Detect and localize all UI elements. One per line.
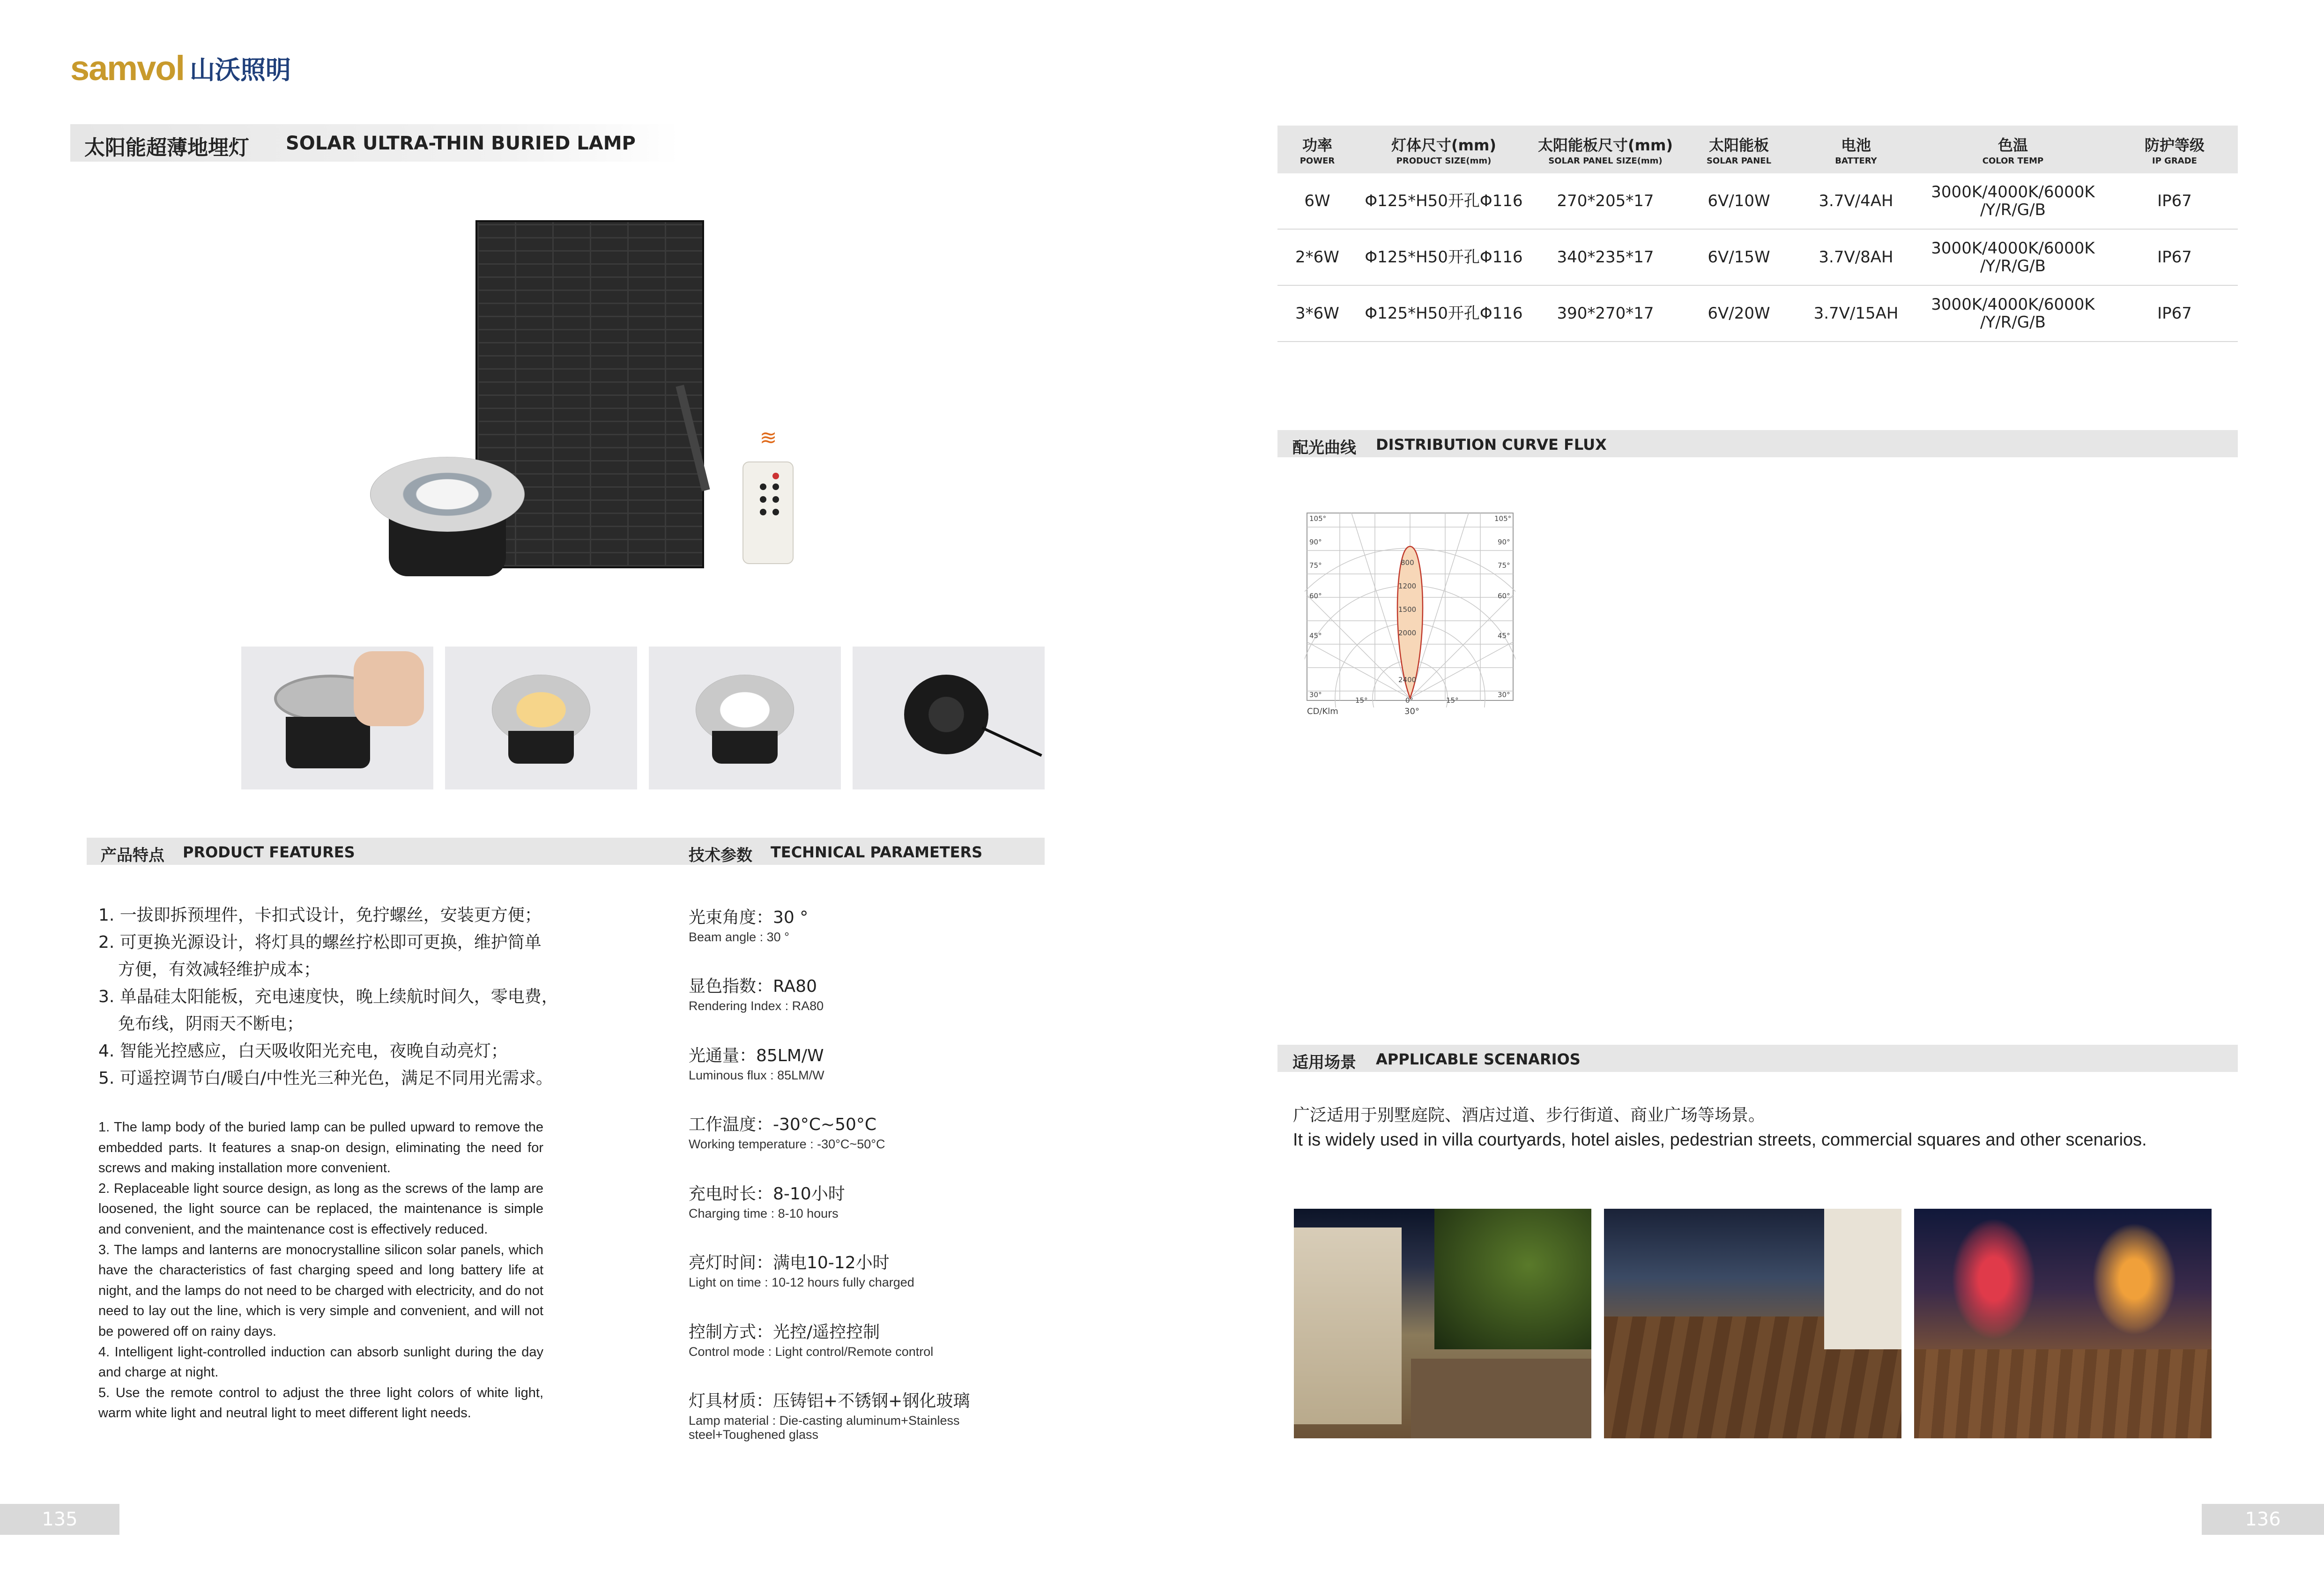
product-title-cn: 太阳能超薄地埋灯 bbox=[84, 136, 249, 160]
param-lamp-material: 灯具材质：压铸铝+不锈钢+钢化玻璃 Lamp material : Die-casting aluminum+Stainless steel+Toughened glass bbox=[689, 1391, 970, 1442]
angle-left-60: 60° bbox=[1309, 592, 1322, 600]
angle-left-45: 45° bbox=[1309, 632, 1322, 640]
angle-left-30: 30° bbox=[1309, 691, 1322, 699]
spec-header-row bbox=[1277, 126, 2238, 173]
page-number-right: 136 bbox=[2202, 1504, 2324, 1535]
feature-cn-3: 3. 单晶硅太阳能板，充电速度快，晚上续航时间久，零电费， bbox=[98, 987, 558, 1006]
curve-title-en: DISTRIBUTION CURVE FLUX bbox=[1376, 436, 1607, 454]
features-section-bar bbox=[87, 838, 686, 865]
angle-bottom-15-left: 15° bbox=[1355, 696, 1368, 705]
spec-header-product-size: 灯体尺寸(mm) PRODUCT SIZE(mm) bbox=[1357, 126, 1530, 173]
spec-header-ip-grade: 防护等级 IP GRADE bbox=[2111, 126, 2238, 173]
params-title-en: TECHNICAL PARAMETERS bbox=[771, 843, 983, 861]
angle-left-75: 75° bbox=[1309, 561, 1322, 570]
angle-right-60: 60° bbox=[1498, 592, 1510, 600]
table-row: 2*6W Φ125*H50开孔Φ116 340*235*17 6V/15W 3.7V/8AH 3000K/4000K/6000K /Y/R/G/B IP67 bbox=[1277, 229, 2238, 285]
remote-control-image bbox=[742, 461, 794, 564]
angle-bottom-0: 0° bbox=[1405, 696, 1414, 705]
brand-cn: 山沃照明 bbox=[190, 55, 291, 85]
product-title-bar bbox=[70, 124, 679, 162]
curve-unit-label: CD/Klm bbox=[1307, 707, 1338, 716]
scenarios-section-bar bbox=[1277, 1045, 2238, 1072]
curve-title-cn: 配光曲线 bbox=[1292, 439, 1356, 457]
param-rendering-index: 显色指数：RA80 Rendering Index : RA80 bbox=[689, 977, 824, 1013]
angle-right-90: 90° bbox=[1498, 538, 1510, 546]
scenarios-text-en: It is widely used in villa courtyards, hotel aisles, pedestrian streets, commercial squares and other scenarios. bbox=[1293, 1130, 2147, 1150]
spec-header-solar-panel: 太阳能板 SOLAR PANEL bbox=[1680, 126, 1797, 173]
angle-right-30: 30° bbox=[1498, 691, 1510, 699]
spec-header-power: 功率 POWER bbox=[1277, 126, 1357, 173]
features-list-cn bbox=[98, 902, 567, 1092]
lamp-ring-image bbox=[370, 457, 525, 532]
feature-cn-2: 2. 可更换光源设计，将灯具的螺丝拧松即可更换，维护简单 bbox=[98, 933, 542, 952]
feature-cn-3b: 免布线，阴雨天不断电； bbox=[118, 1014, 304, 1034]
intensity-800: 800 bbox=[1401, 558, 1414, 567]
feature-en-1: 1. The lamp body of the buried lamp can be pulled upward to remove the embedded parts. It features a snap-on design, eliminating the need for screws and making installation more convenient. bbox=[98, 1120, 543, 1176]
intensity-2400: 2400 bbox=[1398, 676, 1417, 684]
angle-bottom-30: 30° bbox=[1404, 707, 1419, 716]
params-title-cn: 技术参数 bbox=[689, 846, 752, 865]
features-title-cn: 产品特点 bbox=[101, 846, 164, 865]
intensity-1500: 1500 bbox=[1398, 605, 1417, 614]
thumbnail-install bbox=[241, 647, 433, 789]
thumbnail-white-light bbox=[649, 647, 841, 789]
thumbnail-bottom-view bbox=[853, 647, 1045, 789]
param-light-on-time: 亮灯时间：满电10-12小时 Light on time : 10-12 hours fully charged bbox=[689, 1253, 914, 1289]
page-number-left: 135 bbox=[0, 1504, 119, 1535]
angle-right-75: 75° bbox=[1498, 561, 1510, 570]
scene-photo-plaza bbox=[1914, 1209, 2212, 1438]
features-title-en: PRODUCT FEATURES bbox=[183, 843, 355, 861]
feature-en-2: 2. Replaceable light source design, as long as the screws of the lamp are loosened, the light source can be replaced, the maintenance is simple and convenient, and the maintenance cost is effectively reduced. bbox=[98, 1181, 543, 1237]
signal-icon: ≋ bbox=[759, 426, 777, 450]
angle-left-90: 90° bbox=[1309, 538, 1322, 546]
curve-section-bar bbox=[1277, 430, 2238, 457]
param-charging-time: 充电时长：8-10小时 Charging time : 8-10 hours bbox=[689, 1184, 845, 1220]
feature-en-4: 4. Intelligent light-controlled induction can absorb sunlight during the day and charge at night. bbox=[98, 1344, 543, 1380]
scenarios-title-en: APPLICABLE SCENARIOS bbox=[1376, 1050, 1581, 1068]
brand-logo bbox=[70, 47, 291, 89]
features-list-en bbox=[98, 1117, 543, 1424]
brand-latin: samvol bbox=[70, 48, 185, 88]
feature-cn-4: 4. 智能光控感应，白天吸收阳光充电，夜晚自动亮灯； bbox=[98, 1041, 508, 1061]
scene-photo-courtyard bbox=[1294, 1209, 1591, 1438]
params-section-bar bbox=[686, 838, 1045, 865]
angle-right-105: 105° bbox=[1494, 514, 1512, 523]
intensity-1200: 1200 bbox=[1398, 582, 1417, 590]
feature-cn-1: 1. 一拔即拆预埋件，卡扣式设计，免拧螺丝，安装更方便； bbox=[98, 906, 542, 925]
scene-photo-terrace bbox=[1604, 1209, 1901, 1438]
angle-left-105: 105° bbox=[1309, 514, 1327, 523]
angle-right-45: 45° bbox=[1498, 632, 1510, 640]
table-row: 3*6W Φ125*H50开孔Φ116 390*270*17 6V/20W 3.7V/15AH 3000K/4000K/6000K /Y/R/G/B IP67 bbox=[1277, 285, 2238, 342]
spec-header-panel-size: 太阳能板尺寸(mm) SOLAR PANEL SIZE(mm) bbox=[1530, 126, 1680, 173]
feature-en-5: 5. Use the remote control to adjust the three light colors of white light, warm white light and neutral light to meet different light needs. bbox=[98, 1385, 543, 1421]
spec-table bbox=[1277, 126, 2238, 342]
param-control-mode: 控制方式：光控/遥控控制 Control mode : Light control/Remote control bbox=[689, 1323, 934, 1359]
scenarios-text-cn: 广泛适用于别墅庭院、酒店过道、步行街道、商业广场等场景。 bbox=[1293, 1106, 1766, 1125]
intensity-2000: 2000 bbox=[1398, 629, 1417, 637]
table-row: 6W Φ125*H50开孔Φ116 270*205*17 6V/10W 3.7V/4AH 3000K/4000K/6000K /Y/R/G/B IP67 bbox=[1277, 173, 2238, 229]
feature-cn-2b: 方便，有效减轻维护成本； bbox=[118, 960, 321, 979]
product-title-en: SOLAR ULTRA-THIN BURIED LAMP bbox=[286, 133, 636, 154]
scenarios-title-cn: 适用场景 bbox=[1292, 1053, 1356, 1072]
param-luminous-flux: 光通量：85LM/W Luminous flux : 85LM/W bbox=[689, 1046, 824, 1082]
param-working-temp: 工作温度：-30°C~50°C Working temperature : -30°C~50°C bbox=[689, 1115, 885, 1151]
spec-header-color-temp: 色温 COLOR TEMP bbox=[1915, 126, 2111, 173]
thumbnail-warm-light bbox=[445, 647, 637, 789]
param-beam-angle: 光束角度：30 ° Beam angle : 30 ° bbox=[689, 908, 809, 944]
spec-header-battery: 电池 BATTERY bbox=[1797, 126, 1915, 173]
angle-bottom-15-right: 15° bbox=[1446, 696, 1459, 705]
feature-en-3: 3. The lamps and lanterns are monocrystalline silicon solar panels, which have the characteristics of fast charging speed and long battery life at night, and the lamps do not need to be charged with electricity, and do not need to lay out the line, which is very simple and convenient, and will not be powered off on rainy days. bbox=[98, 1242, 543, 1339]
feature-cn-5: 5. 可遥控调节白/暖白/中性光三种光色，满足不同用光需求。 bbox=[98, 1069, 553, 1088]
distribution-curve-diagram bbox=[1305, 511, 1515, 707]
